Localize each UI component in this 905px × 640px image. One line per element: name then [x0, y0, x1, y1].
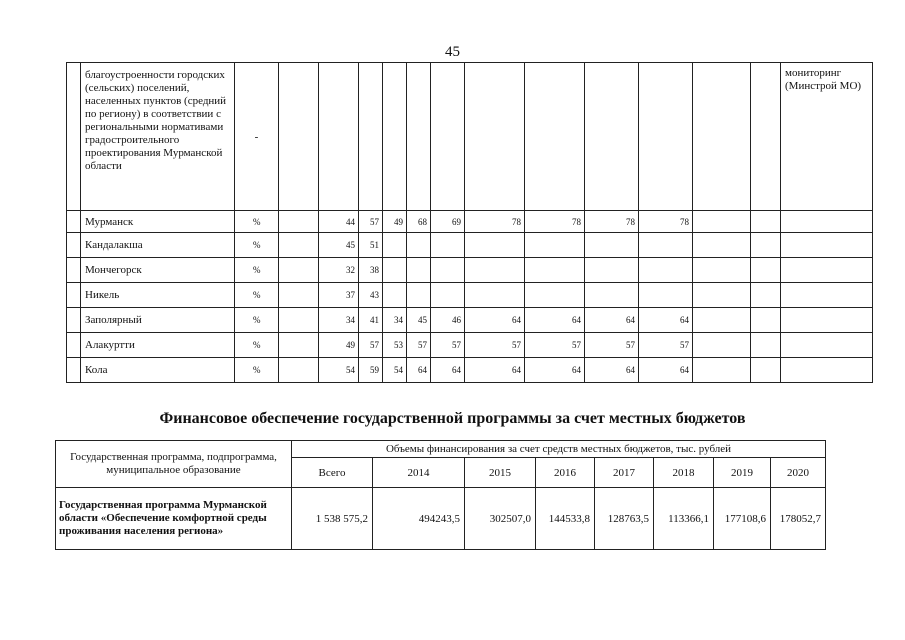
row-value: 34 [319, 308, 359, 333]
row-unit: % [235, 358, 279, 383]
row-value: 43 [359, 283, 383, 308]
row-value [465, 233, 525, 258]
finance-col-header: 2018 [654, 458, 714, 488]
row-unit: % [235, 283, 279, 308]
row-name: Мурманск [81, 211, 235, 233]
section-title: Финансовое обеспечение государственной программы за счет местных бюджетов [159, 410, 746, 427]
row-name: Кандалакша [81, 233, 235, 258]
row-value [639, 233, 693, 258]
row-value: 78 [465, 211, 525, 233]
row-value [585, 258, 639, 283]
monitoring-note: мониторинг (Минстрой МО) [781, 63, 873, 211]
row-value [383, 233, 407, 258]
finance-col-header: Всего [292, 458, 373, 488]
table-row [67, 258, 873, 283]
row-value: 57 [407, 333, 431, 358]
row-value [431, 283, 465, 308]
row-value: 38 [359, 258, 383, 283]
row-value: 69 [431, 211, 465, 233]
row-value: 34 [383, 308, 407, 333]
row-value: 64 [465, 358, 525, 383]
row-value: 46 [431, 308, 465, 333]
table-row [67, 358, 873, 383]
row-value: 64 [431, 358, 465, 383]
row-value: 64 [585, 308, 639, 333]
row-value [407, 233, 431, 258]
row-value [407, 283, 431, 308]
table-row [67, 333, 873, 358]
row-value [585, 283, 639, 308]
row-value [525, 283, 585, 308]
table-row [67, 211, 873, 233]
unit-dash: - [235, 63, 279, 211]
row-value: 41 [359, 308, 383, 333]
row-value: 64 [585, 358, 639, 383]
finance-header-volumes: Объемы финансирования за счет средств местных бюджетов, тыс. рублей [292, 441, 826, 458]
row-unit: % [235, 333, 279, 358]
row-value: 57 [639, 333, 693, 358]
row-value [525, 258, 585, 283]
row-value [465, 283, 525, 308]
row-value [383, 258, 407, 283]
row-value: 68 [407, 211, 431, 233]
row-value: 78 [639, 211, 693, 233]
row-unit: % [235, 233, 279, 258]
row-value [383, 283, 407, 308]
row-value [407, 258, 431, 283]
finance-col-header: 2017 [595, 458, 654, 488]
finance-col-header: 2014 [373, 458, 465, 488]
indicator-row [67, 63, 873, 211]
table-row [67, 283, 873, 308]
row-value [431, 258, 465, 283]
row-value: 59 [359, 358, 383, 383]
row-value [465, 258, 525, 283]
row-value: 44 [319, 211, 359, 233]
row-name: Заполярный [81, 308, 235, 333]
finance-table [55, 440, 826, 550]
row-value: 64 [639, 308, 693, 333]
finance-value: 113366,1 [654, 488, 714, 550]
row-unit: % [235, 258, 279, 283]
row-value: 49 [319, 333, 359, 358]
row-value [431, 233, 465, 258]
finance-program-row [56, 488, 826, 550]
row-value: 78 [525, 211, 585, 233]
row-value: 32 [319, 258, 359, 283]
row-value: 45 [319, 233, 359, 258]
row-value [639, 283, 693, 308]
finance-header-program: Государственная программа, подпрограмма, муниципальное образование [56, 441, 292, 488]
table-row [67, 308, 873, 333]
row-value: 49 [383, 211, 407, 233]
row-unit: % [235, 211, 279, 233]
row-value [639, 258, 693, 283]
row-value: 64 [639, 358, 693, 383]
row-value: 57 [359, 333, 383, 358]
row-value: 57 [465, 333, 525, 358]
row-value: 78 [585, 211, 639, 233]
finance-value: 494243,5 [373, 488, 465, 550]
row-name: Никель [81, 283, 235, 308]
row-value: 51 [359, 233, 383, 258]
row-value [585, 233, 639, 258]
finance-value: 144533,8 [536, 488, 595, 550]
row-value: 57 [431, 333, 465, 358]
indicator-table [66, 62, 873, 383]
row-value: 53 [383, 333, 407, 358]
row-value: 64 [525, 358, 585, 383]
indicator-label: благоустроенности городских (сельских) поселений, населенных пунктов (средний по региону) в соответствии с региональными нормативами градостроительного проектирования Мурманской области [81, 63, 235, 211]
row-value: 54 [319, 358, 359, 383]
row-value: 37 [319, 283, 359, 308]
table-row [67, 233, 873, 258]
row-name: Мончегорск [81, 258, 235, 283]
row-value: 57 [585, 333, 639, 358]
row-unit: % [235, 308, 279, 333]
finance-value: 177108,6 [714, 488, 771, 550]
finance-col-header: 2020 [771, 458, 826, 488]
row-name: Кола [81, 358, 235, 383]
finance-col-header: 2016 [536, 458, 595, 488]
finance-value: 128763,5 [595, 488, 654, 550]
program-name: Государственная программа Мурманской области «Обеспечение комфортной среды проживания населения региона» [56, 488, 292, 550]
finance-col-header: 2015 [465, 458, 536, 488]
finance-col-header: 2019 [714, 458, 771, 488]
finance-value: 302507,0 [465, 488, 536, 550]
row-value: 54 [383, 358, 407, 383]
row-value: 57 [525, 333, 585, 358]
row-name: Алакуртти [81, 333, 235, 358]
row-value: 64 [407, 358, 431, 383]
row-value: 64 [525, 308, 585, 333]
row-value: 64 [465, 308, 525, 333]
finance-value: 1 538 575,2 [292, 488, 373, 550]
row-value: 57 [359, 211, 383, 233]
page-number: 45 [445, 44, 460, 60]
row-value [525, 233, 585, 258]
row-value: 45 [407, 308, 431, 333]
finance-value: 178052,7 [771, 488, 826, 550]
